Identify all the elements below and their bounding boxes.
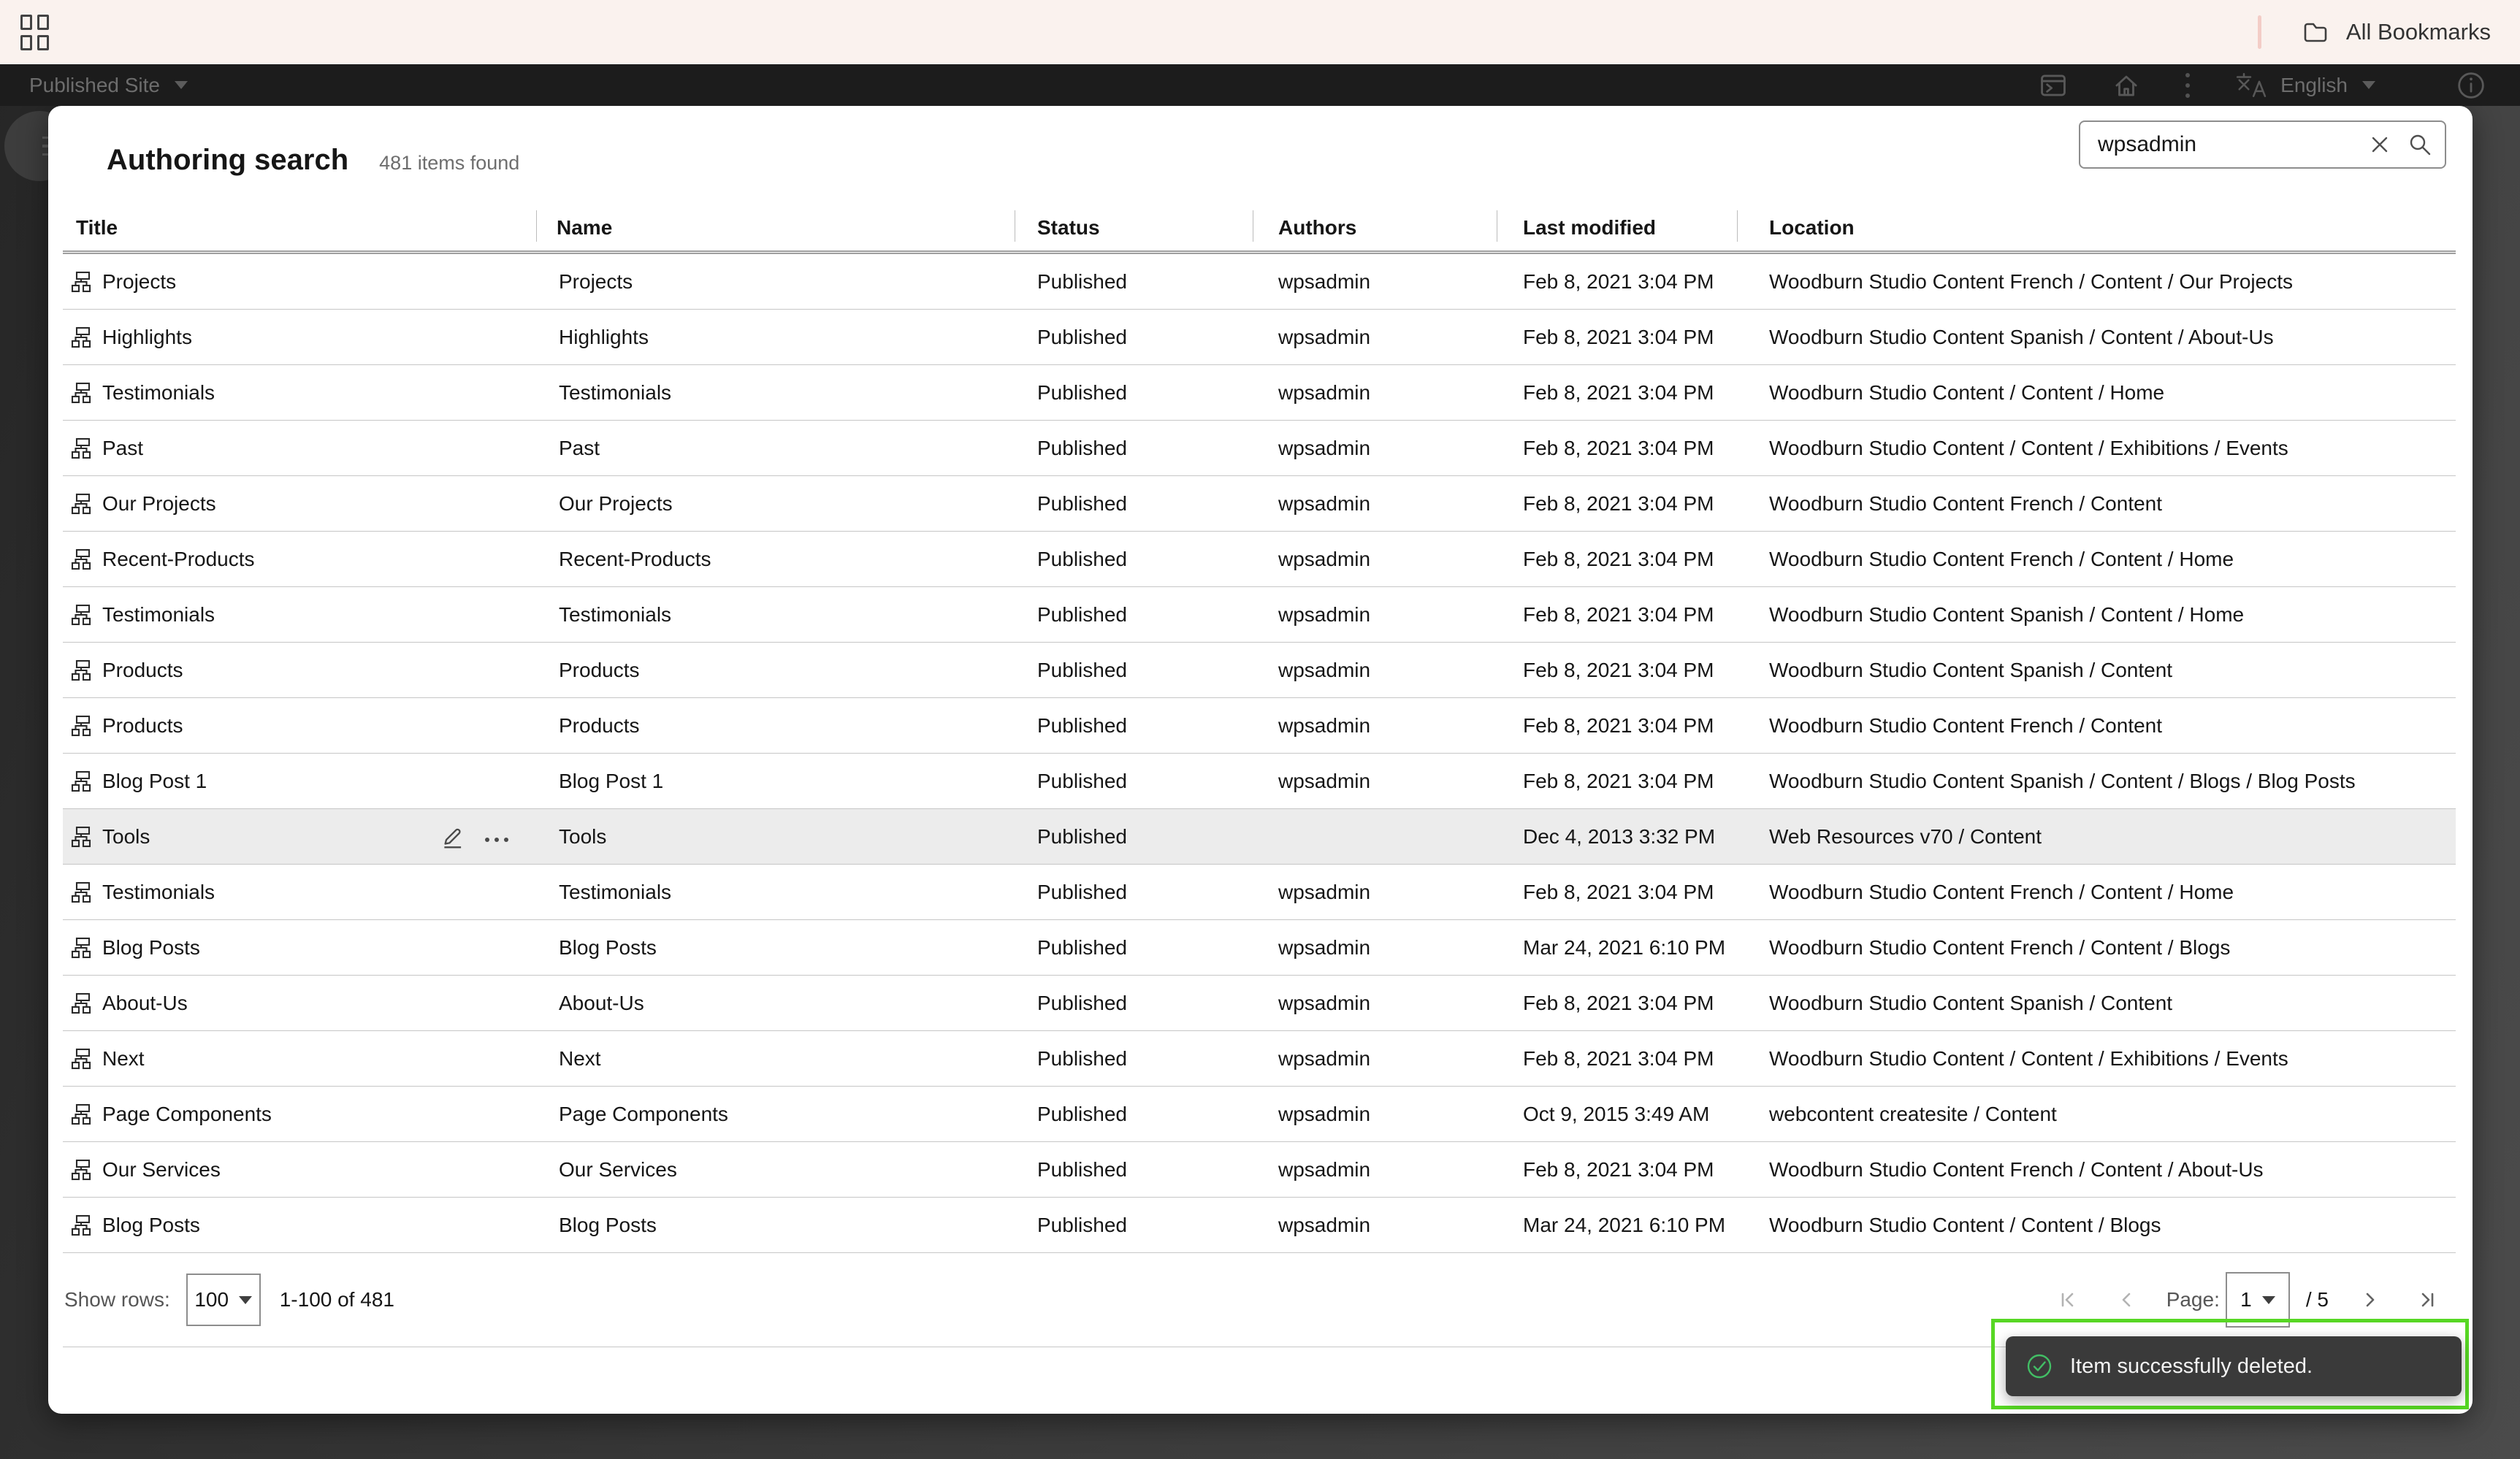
row-authors: wpsadmin (1278, 1213, 1371, 1236)
table-row[interactable] (63, 310, 2456, 365)
row-title: Testimonials (102, 602, 215, 626)
row-name: Past (559, 436, 600, 459)
row-authors: wpsadmin (1278, 658, 1371, 681)
row-modified: Feb 8, 2021 3:04 PM (1523, 380, 1714, 404)
kebab-menu-icon[interactable] (2185, 73, 2190, 98)
row-location: Woodburn Studio Content French / Content / Home (1769, 880, 2234, 903)
row-modified: Feb 8, 2021 3:04 PM (1523, 713, 1714, 737)
apps-grid-icon[interactable] (20, 15, 49, 50)
row-title: Products (102, 658, 183, 681)
row-status: Published (1037, 713, 1127, 737)
sitemap-icon (69, 714, 93, 738)
next-page-icon[interactable] (2359, 1289, 2381, 1311)
bookmarks-right (2258, 15, 2520, 49)
row-authors: wpsadmin (1278, 602, 1371, 626)
page-number-select[interactable] (2226, 1272, 2290, 1328)
row-status: Published (1037, 491, 1127, 515)
results-range-label: 1-100 of 481 (279, 1288, 394, 1311)
clear-search-icon[interactable] (2370, 135, 2389, 154)
row-authors: wpsadmin (1278, 769, 1371, 792)
search-box (2079, 120, 2446, 169)
table-row[interactable] (63, 865, 2456, 920)
row-status: Published (1037, 1213, 1127, 1236)
sitemap-icon (69, 992, 93, 1015)
page-size-select[interactable] (186, 1274, 261, 1326)
site-toolbar (0, 64, 2520, 106)
row-modified: Feb 8, 2021 3:04 PM (1523, 269, 1714, 293)
row-title: Blog Posts (102, 935, 200, 959)
toast-message: Item successfully deleted. (2070, 1354, 2313, 1378)
result-count: 481 items found (379, 152, 520, 174)
row-actions (440, 824, 508, 850)
home-icon[interactable] (2112, 72, 2140, 99)
preview-window-icon[interactable] (2039, 72, 2067, 99)
table-row[interactable] (63, 920, 2456, 976)
row-authors: wpsadmin (1278, 380, 1371, 404)
row-location: Woodburn Studio Content / Content / Exhibitions / Events (1769, 1046, 2288, 1070)
row-modified: Feb 8, 2021 3:04 PM (1523, 547, 1714, 570)
row-status: Published (1037, 935, 1127, 959)
sitemap-icon (69, 1047, 93, 1071)
pagination (2057, 1272, 2456, 1328)
row-location: Woodburn Studio Content French / Content (1769, 713, 2163, 737)
site-selector-dropdown[interactable] (29, 74, 188, 97)
bookmarks-divider (2258, 15, 2261, 49)
sitemap-icon (69, 936, 93, 960)
sitemap-icon (69, 437, 93, 460)
row-authors: wpsadmin (1278, 1102, 1371, 1125)
panel-header (48, 106, 2473, 204)
folder-icon (2302, 19, 2329, 45)
row-location: Woodburn Studio Content French / Content / Blogs (1769, 935, 2231, 959)
table-row[interactable] (63, 698, 2456, 754)
row-title: Recent-Products (102, 547, 255, 570)
results-table (63, 204, 2456, 1253)
row-authors: wpsadmin (1278, 269, 1371, 293)
row-status: Published (1037, 658, 1127, 681)
show-rows-label: Show rows: (64, 1288, 170, 1311)
row-modified: Feb 8, 2021 3:04 PM (1523, 769, 1714, 792)
table-row[interactable] (63, 365, 2456, 421)
row-name: Testimonials (559, 880, 672, 903)
row-status: Published (1037, 824, 1127, 848)
row-authors: wpsadmin (1278, 1157, 1371, 1181)
toast-notification (2006, 1336, 2462, 1396)
row-name: Next (559, 1046, 601, 1070)
row-title: Page Components (102, 1102, 272, 1125)
row-status: Published (1037, 1046, 1127, 1070)
row-location: Woodburn Studio Content / Content / Home (1769, 380, 2165, 404)
row-title: About-Us (102, 991, 188, 1014)
table-row[interactable] (63, 754, 2456, 809)
language-label: English (2280, 73, 2348, 96)
row-authors: wpsadmin (1278, 491, 1371, 515)
table-row[interactable] (63, 421, 2456, 476)
table-row[interactable] (63, 587, 2456, 643)
row-authors: wpsadmin (1278, 436, 1371, 459)
row-name: Projects (559, 269, 633, 293)
info-icon[interactable] (2456, 70, 2486, 101)
row-authors: wpsadmin (1278, 880, 1371, 903)
row-name: Products (559, 658, 640, 681)
table-row[interactable] (63, 254, 2456, 310)
row-title: Testimonials (102, 880, 215, 903)
column-header-location[interactable]: Location (1737, 204, 2456, 250)
table-body (63, 254, 2456, 1253)
column-header-status[interactable]: Status (1015, 204, 1253, 250)
row-location: Woodburn Studio Content French / Content / Home (1769, 547, 2234, 570)
sitemap-icon (69, 770, 93, 793)
chevron-down-icon (175, 81, 188, 89)
row-title: Next (102, 1046, 145, 1070)
row-title: Blog Posts (102, 1213, 200, 1236)
row-status: Published (1037, 1102, 1127, 1125)
search-icon[interactable] (2408, 133, 2432, 156)
row-title: Tools (102, 824, 150, 848)
row-title: Projects (102, 269, 177, 293)
row-authors: wpsadmin (1278, 713, 1371, 737)
toolbar-actions (2039, 70, 2520, 101)
row-location: Woodburn Studio Content / Content / Blogs (1769, 1213, 2161, 1236)
row-name: Recent-Products (559, 547, 711, 570)
first-page-icon[interactable] (2057, 1289, 2079, 1311)
row-authors: wpsadmin (1278, 991, 1371, 1014)
row-name: Blog Posts (559, 935, 657, 959)
row-status: Published (1037, 547, 1127, 570)
last-page-icon[interactable] (2416, 1289, 2438, 1311)
row-title: Past (102, 436, 144, 459)
chevron-down-icon (2362, 81, 2375, 89)
row-modified: Mar 24, 2021 6:10 PM (1523, 1213, 1726, 1236)
column-header-title[interactable]: Title (76, 215, 118, 239)
row-modified: Feb 8, 2021 3:04 PM (1523, 325, 1714, 348)
row-location: Woodburn Studio Content / Content / Exhibitions / Events (1769, 436, 2288, 459)
row-modified: Feb 8, 2021 3:04 PM (1523, 1157, 1714, 1181)
row-name: Blog Posts (559, 1213, 657, 1236)
sitemap-icon (69, 381, 93, 405)
row-status: Published (1037, 602, 1127, 626)
sitemap-icon (69, 1103, 93, 1126)
chevron-down-icon (2262, 1296, 2275, 1304)
edit-icon[interactable] (440, 824, 466, 850)
sitemap-icon (69, 825, 93, 849)
row-status: Published (1037, 769, 1127, 792)
row-name: Highlights (559, 325, 649, 348)
row-modified: Feb 8, 2021 3:04 PM (1523, 880, 1714, 903)
row-name: About-Us (559, 991, 644, 1014)
row-authors: wpsadmin (1278, 325, 1371, 348)
row-location: Web Resources v70 / Content (1769, 824, 2042, 848)
authoring-search-panel (48, 106, 2473, 1414)
row-modified: Oct 9, 2015 3:49 AM (1523, 1102, 1710, 1125)
row-name: Testimonials (559, 380, 672, 404)
table-row[interactable] (63, 809, 2456, 865)
table-header (63, 204, 2456, 254)
row-location: Woodburn Studio Content French / Content / Our Projects (1769, 269, 2293, 293)
row-modified: Feb 8, 2021 3:04 PM (1523, 991, 1714, 1014)
row-status: Published (1037, 880, 1127, 903)
column-header-modified[interactable]: Last modified (1497, 204, 1737, 250)
bookmarks-bar (0, 0, 2520, 64)
table-row[interactable] (63, 532, 2456, 587)
sitemap-icon (69, 326, 93, 349)
previous-page-icon[interactable] (2115, 1289, 2137, 1311)
row-status: Published (1037, 269, 1127, 293)
sitemap-icon (69, 492, 93, 516)
sitemap-icon (69, 881, 93, 904)
row-name: Our Services (559, 1157, 677, 1181)
table-row[interactable] (63, 1031, 2456, 1087)
row-location: Woodburn Studio Content Spanish / Content / About-Us (1769, 325, 2274, 348)
row-location: Woodburn Studio Content Spanish / Content (1769, 658, 2173, 681)
row-location: Woodburn Studio Content Spanish / Content / Home (1769, 602, 2245, 626)
row-status: Published (1037, 436, 1127, 459)
row-authors: wpsadmin (1278, 935, 1371, 959)
row-modified: Feb 8, 2021 3:04 PM (1523, 491, 1714, 515)
row-location: Woodburn Studio Content Spanish / Content (1769, 991, 2173, 1014)
overflow-menu-icon[interactable] (485, 832, 508, 842)
sitemap-icon (69, 603, 93, 627)
row-status: Published (1037, 380, 1127, 404)
table-row[interactable] (63, 1198, 2456, 1253)
row-name: Testimonials (559, 602, 672, 626)
row-modified: Feb 8, 2021 3:04 PM (1523, 436, 1714, 459)
page-size-value: 100 (194, 1288, 229, 1311)
row-title: Highlights (102, 325, 192, 348)
page-label: Page: (2166, 1288, 2220, 1311)
page-title: Authoring search (107, 144, 349, 176)
row-authors: wpsadmin (1278, 547, 1371, 570)
table-row[interactable] (63, 1087, 2456, 1142)
row-location: Woodburn Studio Content French / Content (1769, 491, 2163, 515)
row-title: Testimonials (102, 380, 215, 404)
table-row[interactable] (63, 1142, 2456, 1198)
sitemap-icon (69, 1158, 93, 1182)
row-title: Our Services (102, 1157, 221, 1181)
table-row[interactable] (63, 476, 2456, 532)
column-header-authors[interactable]: Authors (1253, 204, 1497, 250)
sitemap-icon (69, 1214, 93, 1237)
sitemap-icon (69, 659, 93, 682)
row-name: Page Components (559, 1102, 728, 1125)
table-footer (63, 1253, 2456, 1347)
translate-icon (2234, 70, 2269, 101)
language-dropdown[interactable] (2234, 70, 2375, 101)
row-modified: Feb 8, 2021 3:04 PM (1523, 602, 1714, 626)
total-pages-label: / 5 (2305, 1288, 2329, 1311)
success-check-icon (2026, 1353, 2053, 1379)
all-bookmarks-label[interactable]: All Bookmarks (2345, 19, 2491, 45)
site-selector-label: Published Site (29, 73, 161, 96)
row-title: Our Projects (102, 491, 216, 515)
page-number-value: 1 (2240, 1288, 2252, 1311)
row-title: Products (102, 713, 183, 737)
row-status: Published (1037, 1157, 1127, 1181)
row-name: Products (559, 713, 640, 737)
row-modified: Feb 8, 2021 3:04 PM (1523, 658, 1714, 681)
row-name: Our Projects (559, 491, 673, 515)
row-name: Tools (559, 824, 607, 848)
row-name: Blog Post 1 (559, 769, 664, 792)
column-header-name[interactable]: Name (536, 204, 1015, 250)
sitemap-icon (69, 548, 93, 571)
row-status: Published (1037, 325, 1127, 348)
row-status: Published (1037, 991, 1127, 1014)
row-modified: Feb 8, 2021 3:04 PM (1523, 1046, 1714, 1070)
row-location: webcontent createsite / Content (1769, 1102, 2057, 1125)
row-title: Blog Post 1 (102, 769, 207, 792)
table-row[interactable] (63, 643, 2456, 698)
table-row[interactable] (63, 976, 2456, 1031)
row-modified: Dec 4, 2013 3:32 PM (1523, 824, 1716, 848)
sitemap-icon (69, 270, 93, 294)
row-location: Woodburn Studio Content Spanish / Content / Blogs / Blog Posts (1769, 769, 2356, 792)
row-location: Woodburn Studio Content French / Content / About-Us (1769, 1157, 2264, 1181)
row-authors: wpsadmin (1278, 1046, 1371, 1070)
chevron-down-icon (239, 1296, 252, 1304)
row-modified: Mar 24, 2021 6:10 PM (1523, 935, 1726, 959)
